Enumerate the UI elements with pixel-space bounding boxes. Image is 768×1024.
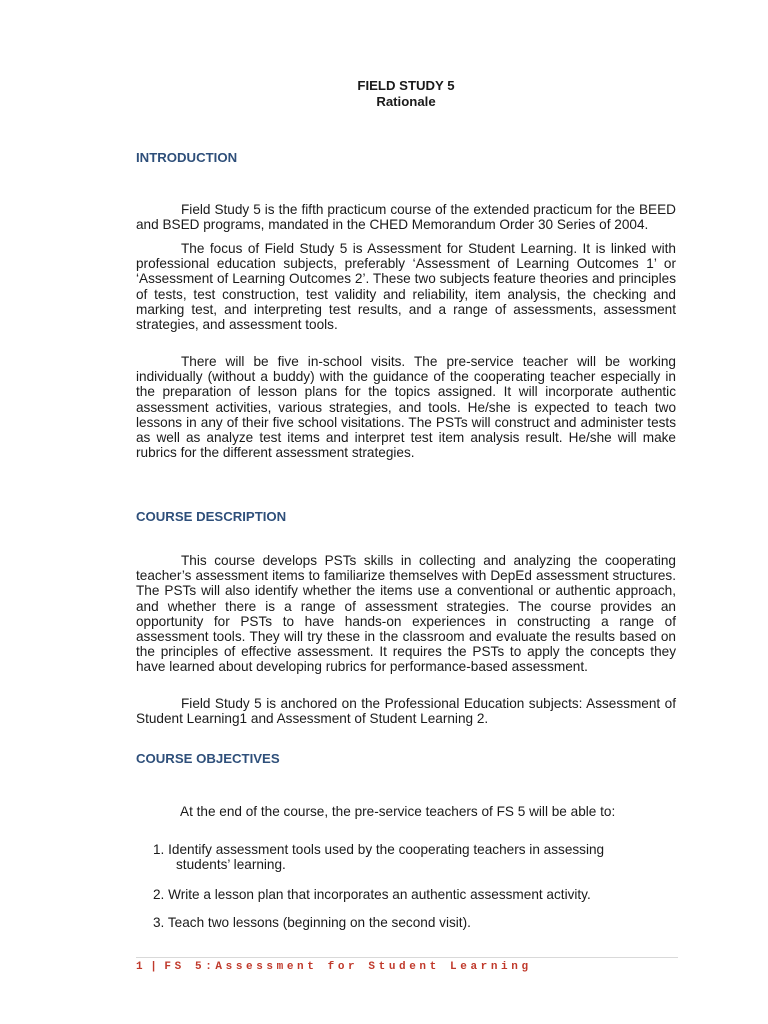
objective-item-2: 2. Write a lesson plan that incorporates an authentic assessment activity. <box>153 887 591 902</box>
footer-divider <box>136 957 678 958</box>
objective-item-1-text: 1. Identify assessment tools used by the cooperating teachers in assessing <box>153 842 605 857</box>
intro-paragraph-2: The focus of Field Study 5 is Assessment for Student Learning. It is linked with professional education subjects, preferably ‘Assessment of Learning Outcomes 1’ or ‘Assessment of Learning Outcomes 2’. These two subjects feature theories and principles of tests, test construction, test validity and reliability, item analysis, the checking and marking test, and interpreting test results, and a range of assessments, assessment strategies, and assessment tools. <box>136 241 676 333</box>
objective-item-3: 3. Teach two lessons (beginning on the second visit). <box>153 915 471 930</box>
document-subtitle: Rationale <box>376 94 436 109</box>
heading-course-objectives: COURSE OBJECTIVES <box>136 751 280 766</box>
document-title: FIELD STUDY 5 <box>357 78 455 93</box>
page-footer <box>136 960 532 975</box>
page-number: 1 <box>136 961 147 973</box>
heading-introduction: INTRODUCTION <box>136 150 238 165</box>
intro-paragraph-3: There will be five in-school visits. The pre-service teacher will be working individually (without a buddy) with the guidance of the cooperating teacher especially in the preparation of lesson plans for the topics assigned. It will incorporate authentic assessment activities, various strategies, and tools. He/she is expected to teach two lessons in any of their five school visitations. The PSTs will construct and administer tests as well as analyze test items and interpret test item analysis result. He/she will make rubrics for the different assessment strategies. <box>136 354 676 461</box>
description-paragraph-1: This course develops PSTs skills in collecting and analyzing the cooperating teacher’s assessment items to familiarize themselves with DepEd assessment structures. The PSTs will also identify whether the items use a conventional or authentic approach, and whether there is a range of assessment strategies. The course provides an opportunity for PSTs to have hands-on experiences in constructing a range of assessment tools. They will try these in the classroom and evaluate the results based on the principles of effective assessment. It requires the PSTs to apply the concepts they have learned about developing rubrics for performance-based assessment. <box>136 553 676 675</box>
footer-text: FS 5:Assessment for Student Learning <box>164 961 532 973</box>
objective-item-1-continuation: students’ learning. <box>176 857 286 873</box>
objective-item-1 <box>153 842 676 872</box>
heading-course-description: COURSE DESCRIPTION <box>136 509 287 524</box>
title-block <box>0 78 768 110</box>
footer-separator: | <box>150 961 161 973</box>
description-paragraph-2: Field Study 5 is anchored on the Professional Education subjects: Assessment of Student Learning1 and Assessment of Student Learning 2. <box>136 696 676 727</box>
intro-paragraph-1: Field Study 5 is the fifth practicum course of the extended practicum for the BEED and BSED programs, mandated in the CHED Memorandum Order 30 Series of 2004. <box>136 202 676 233</box>
objectives-intro: At the end of the course, the pre-service teachers of FS 5 will be able to: <box>180 804 616 819</box>
